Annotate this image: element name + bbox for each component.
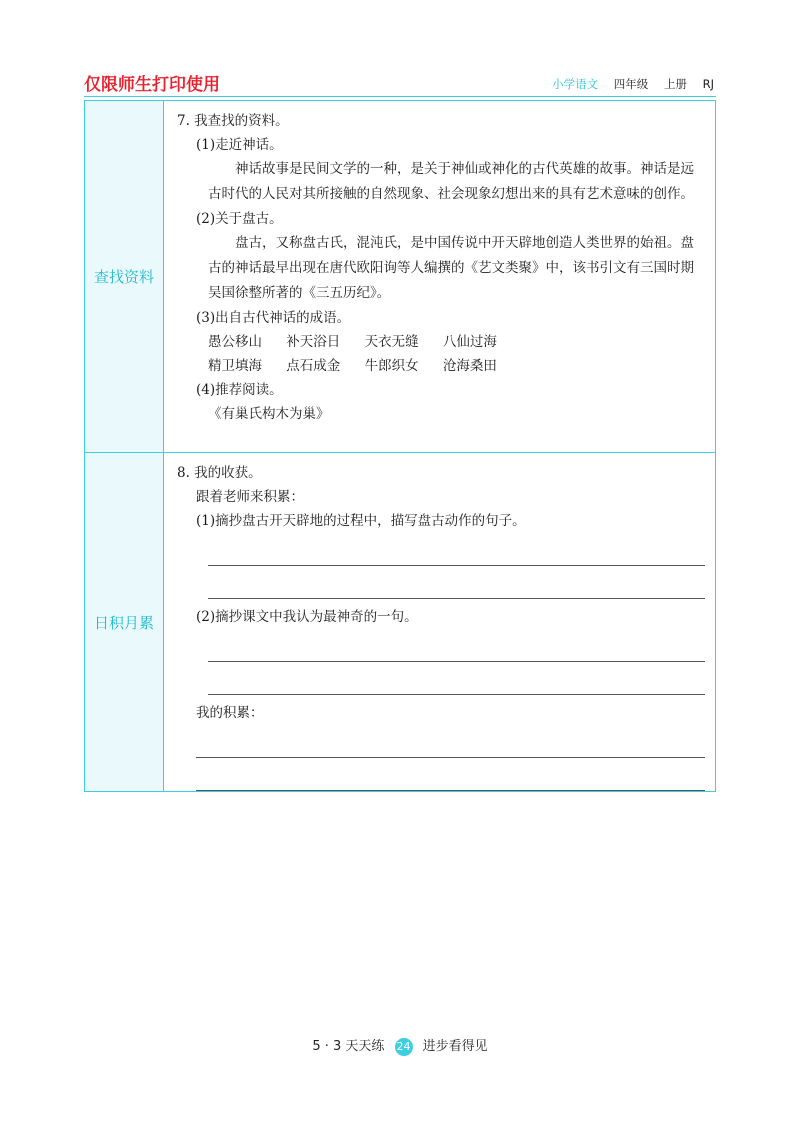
answer-line[interactable] xyxy=(196,725,705,758)
grade-label: 四年级 xyxy=(613,77,649,91)
task2-prompt: (2)摘抄课文中我认为最神奇的一句。 xyxy=(196,609,418,625)
item2-label: (2)关于盘古。 xyxy=(196,211,283,227)
idiom: 愚公移山 xyxy=(208,334,262,350)
page-header xyxy=(84,70,716,96)
book-meta xyxy=(552,76,714,92)
answer-line[interactable] xyxy=(208,662,705,695)
research-content xyxy=(164,101,716,453)
edition-label: RJ xyxy=(702,77,714,91)
answer-line[interactable] xyxy=(196,758,705,791)
item1-text: 神话故事是民间文学的一种，是关于神仙或神化的古代英雄的故事。神话是远古时代的人民对其所接触的自然现象、社会现象幻想出来的具有艺术意味的创作。 xyxy=(208,161,694,202)
term-label: 上册 xyxy=(663,77,687,91)
header-divider xyxy=(84,96,716,97)
page-number: 24 xyxy=(395,1038,413,1056)
idiom: 精卫填海 xyxy=(208,358,262,374)
answer-line[interactable] xyxy=(208,533,705,566)
idiom: 牛郎织女 xyxy=(364,358,419,374)
item4-label: (4)推荐阅读。 xyxy=(196,382,283,398)
side-label-accumulation: 日积月累 xyxy=(85,453,164,792)
question-7-title: 7. 我查找的资料。 xyxy=(177,113,289,129)
question-8-title: 8. 我的收获。 xyxy=(177,465,262,481)
idiom: 补天浴日 xyxy=(286,334,341,350)
idiom: 点石成金 xyxy=(286,358,341,374)
footer-brand: 5 · 3 天天练 xyxy=(312,1039,385,1054)
idioms-row-1 xyxy=(208,330,705,354)
footer-slogan: 进步看得见 xyxy=(422,1039,488,1054)
item1-label: (1)走近神话。 xyxy=(196,137,283,153)
subject-label: 小学语文 xyxy=(552,77,599,91)
idiom: 八仙过海 xyxy=(442,334,497,350)
item2-text: 盘古，又称盘古氏，混沌氏，是中国传说中开天辟地创造人类世界的始祖。盘古的神话最早出现在唐代欧阳询等人编撰的《艺文类聚》中，该书引文有三国时期吴国徐整所著的《三五历纪》。 xyxy=(208,235,694,301)
idiom: 天衣无缝 xyxy=(364,334,419,350)
answer-line[interactable] xyxy=(208,629,705,662)
side-label-research: 查找资料 xyxy=(85,101,164,453)
accumulation-row xyxy=(85,453,716,792)
accumulation-intro: 跟着老师来积累： xyxy=(196,489,304,505)
task1-prompt: (1)摘抄盘古开天辟地的过程中，描写盘古动作的句子。 xyxy=(196,513,526,529)
item3-label: (3)出自古代神话的成语。 xyxy=(196,310,351,326)
idioms-row-2 xyxy=(208,354,705,378)
watermark-text: 仅限师生打印使用 xyxy=(84,75,220,95)
research-row xyxy=(85,101,716,453)
recommended-book: 《有巢氏构木为巢》 xyxy=(208,406,330,422)
page-footer xyxy=(0,1035,800,1056)
worksheet-table xyxy=(84,100,716,792)
answer-line[interactable] xyxy=(208,566,705,599)
my-accumulation-label: 我的积累： xyxy=(196,705,264,721)
accumulation-content xyxy=(164,453,716,792)
idiom: 沧海桑田 xyxy=(442,358,497,374)
